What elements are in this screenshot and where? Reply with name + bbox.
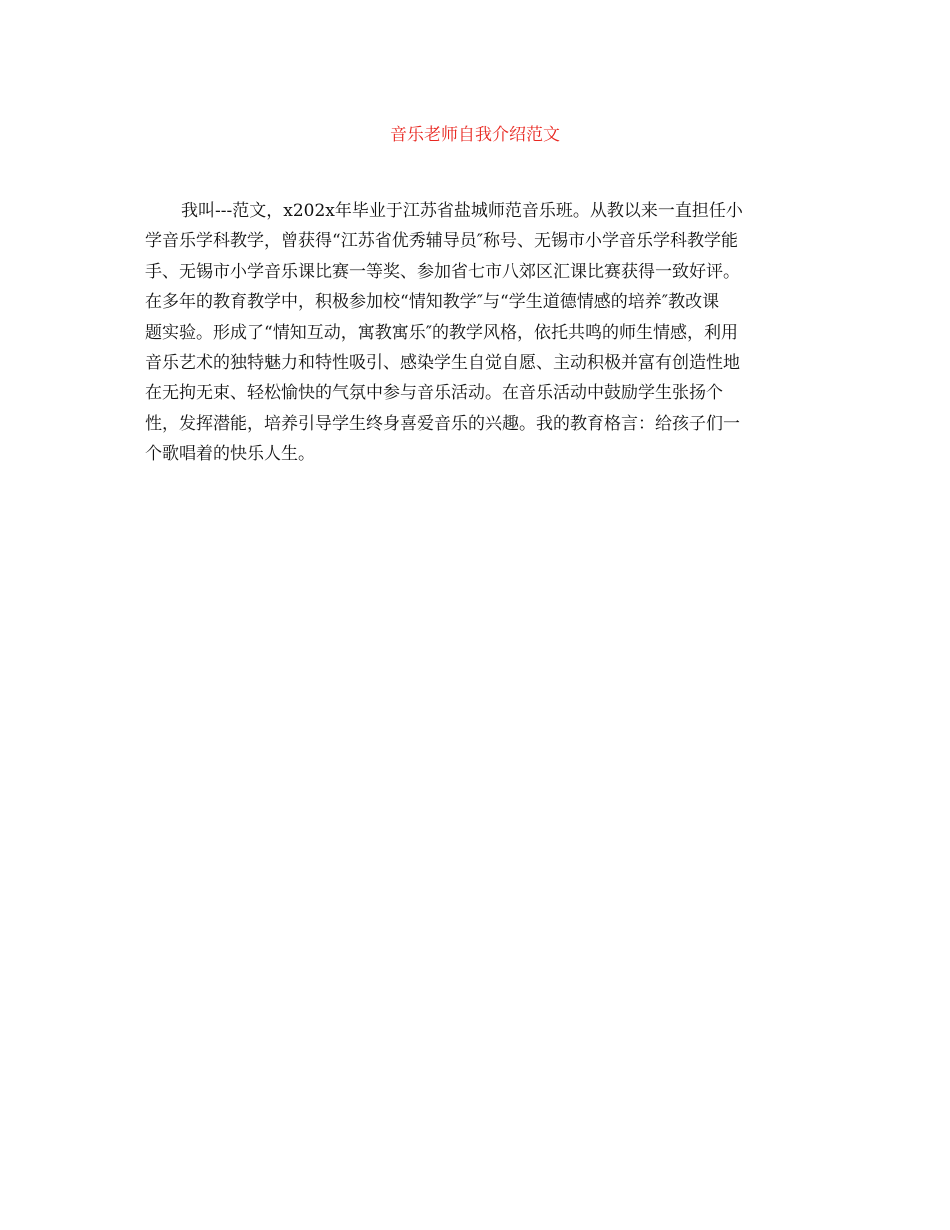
paragraph-line-8: 性，发挥潜能，培养引导学生终身喜爱音乐的兴趣。我的教育格言：给孩子们一: [145, 413, 740, 434]
paragraph-line-7: 在无拘无束、轻松愉快的气氛中参与音乐活动。在音乐活动中鼓励学生张扬个: [145, 383, 723, 404]
paragraph-line-6: 音乐艺术的独特魅力和特性吸引、感染学生自觉自愿、主动积极并富有创造性地: [145, 353, 740, 374]
document-title: 音乐老师自我介绍范文: [390, 125, 560, 145]
paragraph-line-5: 题实验。形成了“情知互动，寓教寓乐″的教学风格，依托共鸣的师生情感，利用: [145, 322, 739, 343]
paragraph-line-3: 手、无锡市小学音乐课比赛一等奖、参加省七市八郊区汇课比赛获得一致好评。: [145, 261, 740, 282]
body-paragraph: [145, 196, 805, 470]
paragraph-line-9: 个歌唱着的快乐人生。: [145, 444, 315, 465]
paragraph-line-1: 我叫---范文，x202x年毕业于江苏省盐城师范音乐班。从教以来一直担任小: [181, 201, 743, 221]
paragraph-line-4: 在多年的教育教学中，积极参加校“情知教学″与“学生道德情感的培养″教改课: [145, 292, 720, 313]
paragraph-line-2: 学音乐学科教学，曾获得“江苏省优秀辅导员″称号、无锡市小学音乐学科教学能: [145, 231, 739, 252]
